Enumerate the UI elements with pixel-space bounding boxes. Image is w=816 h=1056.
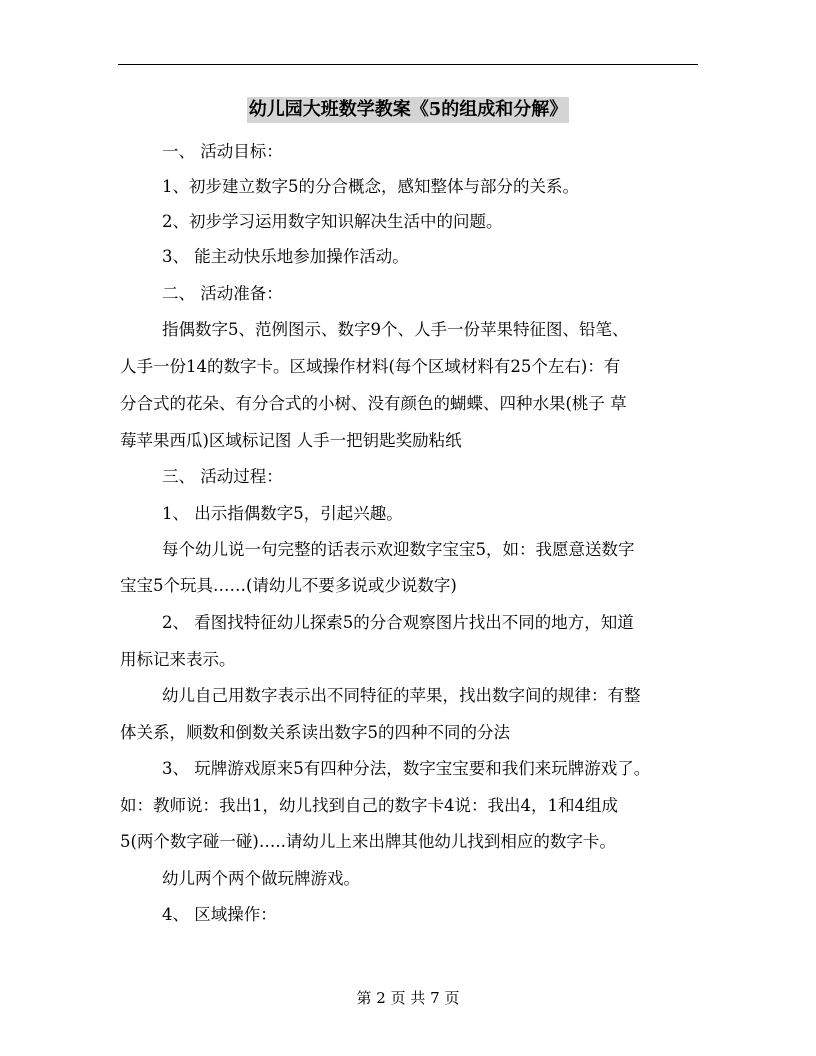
- paragraph-line: 1、初步建立数字5的分合概念，感知整体与部分的关系。: [162, 177, 579, 196]
- paragraph-line: 1、 出示指偶数字5，引起兴趣。: [162, 504, 403, 523]
- page-number-footer: 第 2 页 共 7 页: [356, 989, 460, 1007]
- paragraph-line: 2、初步学习运用数字知识解决生活中的问题。: [162, 212, 503, 231]
- paragraph-line: 体关系，顺数和倒数关系读出数字5的四种不同的分法: [120, 723, 510, 742]
- section-heading-preparation: 二、 活动准备：: [162, 284, 283, 303]
- paragraph-line: 如：教师说：我出1，幼儿找到自己的数字卡4说：我出4，1和4组成: [120, 796, 618, 815]
- document-title: 幼儿园大班数学教案《5的组成和分解》: [247, 97, 570, 123]
- title-container: [0, 97, 816, 123]
- paragraph-line: 4、 区域操作：: [162, 905, 277, 924]
- paragraph-line: 2、 看图找特征幼儿探索5的分合观察图片找出不同的地方，知道: [162, 613, 634, 632]
- paragraph-line: 幼儿两个两个做玩牌游戏。: [162, 869, 360, 888]
- header-rule: [118, 64, 698, 65]
- paragraph-line: 指偶数字5、范例图示、数字9个、人手一份苹果特征图、铅笔、: [162, 320, 629, 339]
- paragraph-line: 5(两个数字碰一碰)…..请幼儿上来出牌其他幼儿找到相应的数字卡。: [120, 832, 616, 851]
- paragraph-line: 幼儿自己用数字表示出不同特征的苹果，找出数字间的规律：有整: [162, 686, 641, 705]
- paragraph-line: 3、 能主动快乐地参加操作活动。: [162, 247, 409, 266]
- paragraph-line: 每个幼儿说一句完整的话表示欢迎数字宝宝5，如：我愿意送数字: [162, 540, 635, 559]
- paragraph-line: 3、 玩牌游戏原来5有四种分法，数字宝宝要和我们来玩牌游戏了。: [162, 759, 651, 778]
- paragraph-line: 用标记来表示。: [120, 650, 236, 669]
- paragraph-line: 分合式的花朵、有分合式的小树、没有颜色的蝴蝶、四种水果(桃子 草: [120, 394, 627, 413]
- paragraph-line: 宝宝5个玩具……(请幼儿不要多说或少说数字): [120, 576, 457, 595]
- section-heading-goals: 一、 活动目标：: [162, 142, 283, 161]
- paragraph-line: 莓苹果西瓜)区域标记图 人手一把钥匙奖励粘纸: [120, 431, 462, 450]
- paragraph-line: 人手一份14的数字卡。区域操作材料(每个区域材料有25个左右)：有: [120, 357, 621, 376]
- section-heading-process: 三、 活动过程：: [162, 467, 283, 486]
